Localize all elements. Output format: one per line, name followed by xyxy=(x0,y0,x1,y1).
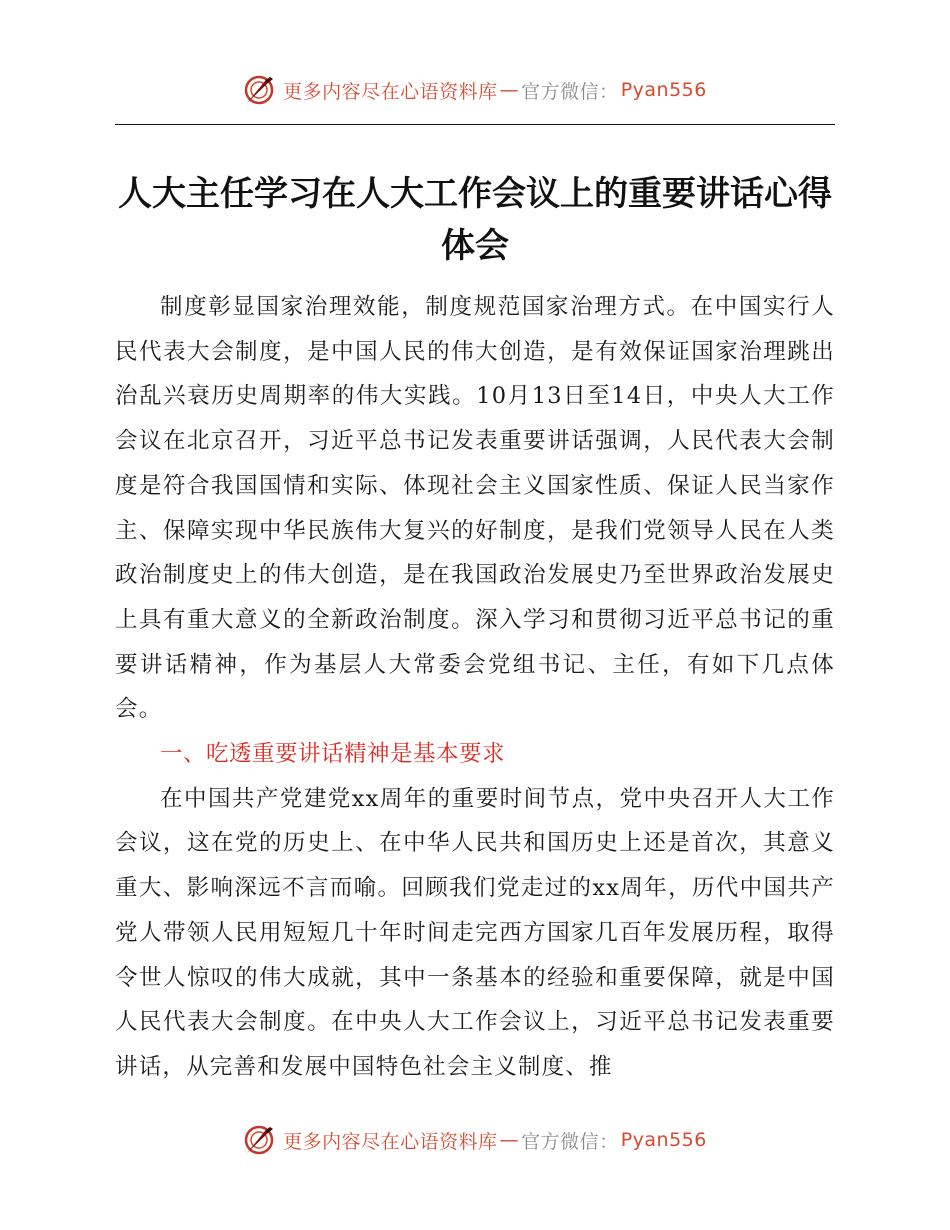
watermark-dash: — xyxy=(499,1129,520,1151)
document-body xyxy=(115,285,835,1090)
footer-watermark xyxy=(0,1120,950,1160)
watermark-main-text: 更多内容尽在心语资料库 xyxy=(283,1130,498,1153)
watermark-wechat-id: Pyan556 xyxy=(620,1129,707,1151)
pen-nib-logo-icon xyxy=(243,1123,277,1157)
watermark-wechat-id: Pyan556 xyxy=(620,79,707,101)
intro-paragraph: 制度彰显国家治理效能，制度规范国家治理方式。在中国实行人民代表大会制度，是中国人民的伟大创造，是有效保证国家治理跳出治乱兴衰历史周期率的伟大实践。10月13日至14日，中央人大工作会议在北京召开，习近平总书记发表重要讲话强调，人民代表大会制度是符合我国国情和实际、体现社会主义国家性质、保证人民当家作主、保障实现中华民族伟大复兴的好制度，是我们党领导人民在人类政治制度史上的伟大创造，是在我国政治发展史乃至世界政治发展史上具有重大意义的全新政治制度。深入学习和贯彻习近平总书记的重要讲话精神，作为基层人大常委会党组书记、主任，有如下几点体会。 xyxy=(115,294,835,723)
header-watermark xyxy=(0,70,950,110)
watermark-label: 官方微信： xyxy=(521,80,619,103)
title-line-2: 体会 xyxy=(441,226,509,266)
section-1-heading: 一、吃透重要讲话精神是基本要求 xyxy=(160,741,506,768)
header-divider xyxy=(115,124,835,125)
title-line-1: 人大主任学习在人大工作会议上的重要讲话心得 xyxy=(118,174,832,214)
watermark-main-text: 更多内容尽在心语资料库 xyxy=(283,80,498,103)
watermark-label: 官方微信： xyxy=(521,1130,619,1153)
section-1-paragraph: 在中国共产党建党xx周年的重要时间节点，党中央召开人大工作会议，这在党的历史上、在中华人民共和国历史上还是首次，其意义重大、影响深远不言而喻。回顾我们党走过的xx周年，历代中国共产党人带领人民用短短几十年时间走完西方国家几百年发展历程，取得令世人惊叹的伟大成就，其中一条基本的经验和重要保障，就是中国人民代表大会制度。在中央人大工作会议上，习近平总书记发表重要讲话，从完善和发展中国特色社会主义制度、推 xyxy=(115,785,835,1080)
watermark-dash: — xyxy=(499,79,520,101)
pen-nib-logo-icon xyxy=(243,73,277,107)
page-title xyxy=(115,168,835,272)
